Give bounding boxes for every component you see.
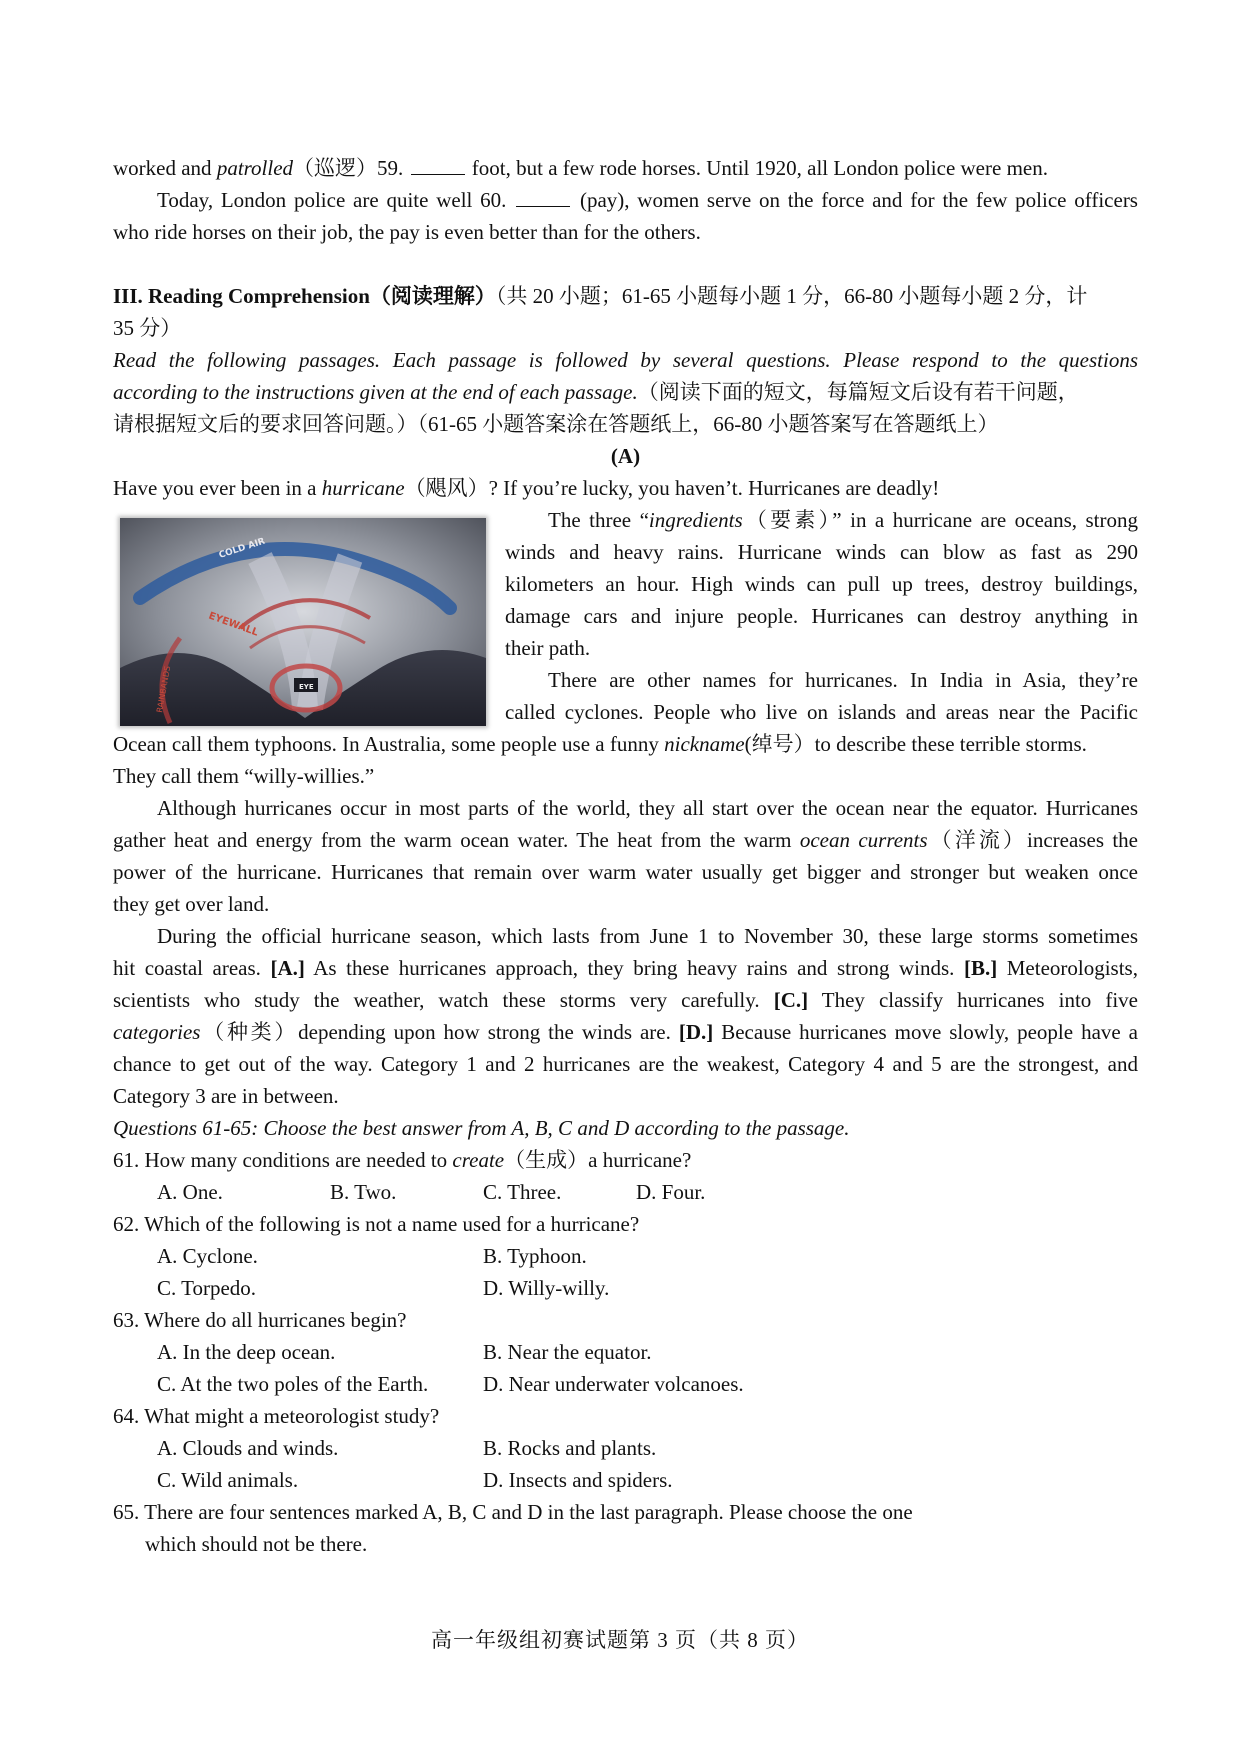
para4-line6: Category 3 are in between. xyxy=(113,1084,339,1108)
para4-line3: scientists who study the weather, watch these storms very carefully. [C.] They classify hurricanes into five xyxy=(113,988,1138,1012)
para4-line1: During the official hurricane season, which lasts from June 1 to November 30, these large storms sometimes xyxy=(157,924,1138,948)
para4-line5: chance to get out of the way. Category 1 and 2 hurricanes are the weakest, Category 4 and 5 are the strongest, and xyxy=(113,1052,1138,1076)
sentence-mark-d: [D.] xyxy=(678,1020,714,1044)
para1-line4: damage cars and injure people. Hurricanes can destroy anything in xyxy=(505,604,1138,628)
cloze-line-59: worked and patrolled（巡逻）59. foot, but a few rode horses. Until 1920, all London police were men. xyxy=(113,156,1048,180)
fig-label-rainbands: RAINBANDS xyxy=(155,665,173,714)
section-instruction-1: Read the following passages. Each passage is followed by several questions. Please respond to the questions xyxy=(113,348,1138,372)
q61-option-a: A. One. xyxy=(157,1180,223,1204)
sentence-mark-b: [B.] xyxy=(963,956,998,980)
q62-option-d: D. Willy-willy. xyxy=(483,1276,610,1300)
para3-line3: power of the hurricane. Hurricanes that remain over warm water usually get bigger and stronger but weaken once xyxy=(113,860,1138,884)
question-64-stem: 64. What might a meteorologist study? xyxy=(113,1404,440,1428)
para1-line3: kilometers an hour. High winds can pull up trees, destroy buildings, xyxy=(505,572,1138,596)
cloze-line-60b: who ride horses on their job, the pay is even better than for the others. xyxy=(113,220,701,244)
q62-option-c: C. Torpedo. xyxy=(157,1276,257,1300)
fig-label-eyewall: EYEWALL xyxy=(206,610,260,639)
q63-option-a: A. In the deep ocean. xyxy=(157,1340,336,1364)
section-score-note: 35 分） xyxy=(113,316,182,340)
para2-line4: They call them “willy-willies.” xyxy=(113,764,375,788)
question-65-stem-cont: which should not be there. xyxy=(145,1532,368,1556)
para2-line3: Ocean call them typhoons. In Australia, some people use a funny nickname(绰号）to describe these terrible storms. xyxy=(113,732,1087,756)
q63-option-b: B. Near the equator. xyxy=(483,1340,652,1364)
q63-option-c: C. At the two poles of the Earth. xyxy=(157,1372,429,1396)
para2-line1: There are other names for hurricanes. In India in Asia, they’re xyxy=(548,668,1138,692)
question-63-stem: 63. Where do all hurricanes begin? xyxy=(113,1308,407,1332)
para3-line4: they get over land. xyxy=(113,892,270,916)
fig-label-eye: EYE xyxy=(299,683,314,691)
q64-option-b: B. Rocks and plants. xyxy=(483,1436,657,1460)
fig-label-cold-air: COLD AIR xyxy=(217,536,267,561)
q64-option-d: D. Insects and spiders. xyxy=(483,1468,673,1492)
para1-line1: The three “ingredients（要素）” in a hurricane are oceans, strong xyxy=(548,508,1138,532)
answer-blank-60 xyxy=(516,190,570,207)
q62-option-a: A. Cyclone. xyxy=(157,1244,258,1268)
para3-line2: gather heat and energy from the warm ocean water. The heat from the warm ocean currents（洋流）increases the xyxy=(113,828,1138,852)
q61-option-d: D. Four. xyxy=(636,1180,706,1204)
answer-blank-59 xyxy=(411,158,465,175)
q64-option-c: C. Wild animals. xyxy=(157,1468,299,1492)
questions-instruction: Questions 61-65: Choose the best answer from A, B, C and D according to the passage. xyxy=(113,1116,850,1140)
para3-line1: Although hurricanes occur in most parts of the world, they all start over the ocean near the equator. Hurricanes xyxy=(157,796,1138,820)
page-footer: 高一年级组初赛试题第 3 页（共 8 页） xyxy=(431,1628,809,1652)
sentence-mark-c: [C.] xyxy=(773,988,809,1012)
sentence-mark-a: [A.] xyxy=(270,956,305,980)
q61-option-b: B. Two. xyxy=(330,1180,397,1204)
q63-option-d: D. Near underwater volcanoes. xyxy=(483,1372,744,1396)
question-65-stem: 65. There are four sentences marked A, B, C and D in the last paragraph. Please choose the one xyxy=(113,1500,913,1524)
section-instruction-2: according to the instructions given at the end of each passage.（阅读下面的短文，每篇短文后设有若干问题， xyxy=(113,380,1079,404)
para4-line2: hit coastal areas. [A.] As these hurricanes approach, they bring heavy rains and strong winds. [B.] Meteorologists, xyxy=(113,956,1138,980)
para2-line2: called cyclones. People who live on islands and areas near the Pacific xyxy=(505,700,1138,724)
question-62-stem: 62. Which of the following is not a name used for a hurricane? xyxy=(113,1212,640,1236)
q64-option-a: A. Clouds and winds. xyxy=(157,1436,339,1460)
para4-line4: categories（种类）depending upon how strong the winds are. [D.] Because hurricanes move slowly, people have a xyxy=(113,1020,1139,1044)
para1-line5: their path. xyxy=(505,636,591,660)
passage-label: (A) xyxy=(610,444,641,468)
section-heading: III. Reading Comprehension（阅读理解）（共 20 小题；61-65 小题每小题 1 分，66-80 小题每小题 2 分，计 xyxy=(113,284,1088,308)
q61-option-c: C. Three. xyxy=(483,1180,562,1204)
cloze-line-60: Today, London police are quite well 60. (pay), women serve on the force and for the few police officers xyxy=(157,188,1138,212)
question-61-stem: 61. How many conditions are needed to create（生成）a hurricane? xyxy=(113,1148,692,1172)
q62-option-b: B. Typhoon. xyxy=(483,1244,587,1268)
hurricane-diagram-image xyxy=(120,518,486,726)
passage-intro: Have you ever been in a hurricane（飓风）? If you’re lucky, you haven’t. Hurricanes are deadly! xyxy=(113,476,940,500)
section-instruction-3: 请根据短文后的要求回答问题。）（61-65 小题答案涂在答题纸上，66-80 小题答案写在答题纸上） xyxy=(113,412,999,436)
para1-line2: winds and heavy rains. Hurricane winds can blow as fast as 290 xyxy=(505,540,1138,564)
